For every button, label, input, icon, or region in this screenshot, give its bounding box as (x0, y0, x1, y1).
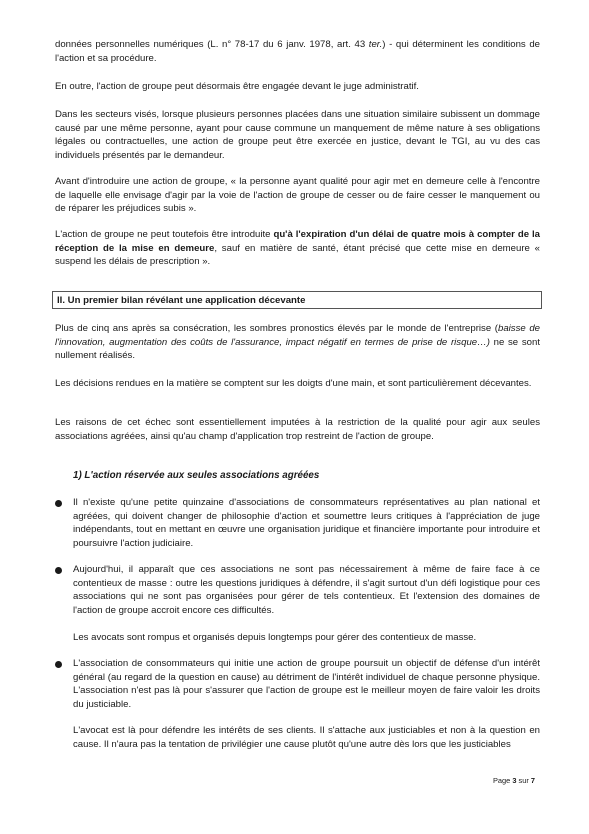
text-run: données personnelles numériques (L. n° 78-17 du 6 janv. 1978, art. 43 (55, 39, 369, 50)
bullet-icon (55, 567, 62, 574)
bullet-icon (55, 661, 62, 668)
text-run-italic: ter. (368, 39, 383, 50)
footer-page-number: 3 (512, 776, 517, 785)
bullet-item-associations: Il n'existe qu'une petite quinzaine d'associations de consommateurs représentatives au plan national et agréées, qui doivent changer de philosophie d'action et soumettre leurs critiques à l'appréciation de juge indépendants, tout en mettant en œuvre une organisation juridique et financière importante pour introduire et poursuivre l'action judiciaire. (73, 497, 540, 549)
paragraph-decisions: Les décisions rendues en la matière se comptent sur les doigts d'une main, et sont particulièrement décevantes. (55, 378, 532, 389)
bullet-item-contentieux: Aujourd'hui, il apparaît que ces associations ne sont pas nécessairement à même de faire face à ce contentieux de masse : outre les questions juridiques à défendre, il s'agit surtout d'un défi logistique pour ces associations qui ne sont pas organisées pour gérer de tels contentieux. Et l'extension des domaines de l'action de groupe accroit encore ces difficultés. (73, 564, 540, 616)
bullet-follow-avocat-role: L'avocat est là pour défendre les intérêts de ses clients. Il s'attache aux justiciables et non à la question en cause. Il n'aura pas la tentation de privilégier une cause plutôt qu'une autre dès lors que les justiciables (73, 725, 540, 750)
paragraph-bilan (55, 322, 540, 363)
text-run: , sauf en matière de santé, étant précisé que cette mise en demeure « suspend les délais de prescription ». (55, 242, 540, 268)
text-run-bold: qu'à l'expiration d'un délai de quatre mois à compter de la réception de la mise en demeure (55, 229, 540, 254)
bullet-item-interet-general: L'association de consommateurs qui initie une action de groupe poursuit un objectif de défense d'un intérêt général (au regard de la question en cause) au détriment de l'intérêt individuel de chaque personne physique. L'association n'est pas là pour s'assurer que l'action de groupe est le meilleur moyen de faire valoir les droits du justiciable. (73, 658, 540, 710)
footer-page-total: 7 (530, 776, 535, 785)
footer-label: sur (518, 776, 529, 785)
page-footer (493, 776, 535, 786)
section-title: II. Un premier bilan révélant une application décevante (57, 295, 306, 306)
paragraph-intro (55, 38, 540, 65)
text-run: ) - qui déterminent les conditions de l'action et sa procédure. (55, 39, 540, 64)
text-run: ne se sont nullement réalisés. (55, 336, 540, 362)
subsection-title: 1) L'action réservée aux seules associations agréées (73, 470, 320, 481)
section-heading-box (52, 291, 542, 309)
paragraph-administratif: En outre, l'action de groupe peut désormais être engagée devant le juge administratif. (55, 81, 419, 92)
text-run: Plus de cinq ans après sa consécration, les sombres pronostics élevés par le monde de l'entreprise ( (55, 323, 498, 334)
footer-label: Page (493, 776, 511, 785)
paragraph-delai (55, 228, 540, 269)
paragraph-secteurs: Dans les secteurs visés, lorsque plusieurs personnes placées dans une situation similaire subissent un dommage causé par une même personne, ayant pour cause commune un manquement de même nature à ses obligations légales ou contractuelles, une action de groupe peut être exercée en justice, devant le TGI, au vu des cas individuels présentés par le demandeur. (55, 109, 540, 161)
text-run: L'action de groupe ne peut toutefois être introduite (55, 229, 274, 240)
bullet-follow-avocats: Les avocats sont rompus et organisés depuis longtemps pour gérer des contentieux de masse. (73, 632, 477, 643)
text-run-italic: baisse de l'innovation, augmentation des coûts de l'assurance, impact négatif en termes de prise de risque…) (55, 323, 540, 348)
paragraph-mise-en-demeure: Avant d'introduire une action de groupe, « la personne ayant qualité pour agir met en demeure celle à l'encontre de laquelle elle envisage d'agir par la voie de l'action de groupe de cesser ou de faire cesser le manquement ou de réparer les préjudices subis ». (55, 176, 540, 215)
paragraph-raisons: Les raisons de cet échec sont essentiellement imputées à la restriction de la qualité pour agir aux seules associations agréées, ainsi qu'au champ d'application trop restreint de l'action de groupe. (55, 417, 540, 442)
bullet-icon (55, 500, 62, 507)
